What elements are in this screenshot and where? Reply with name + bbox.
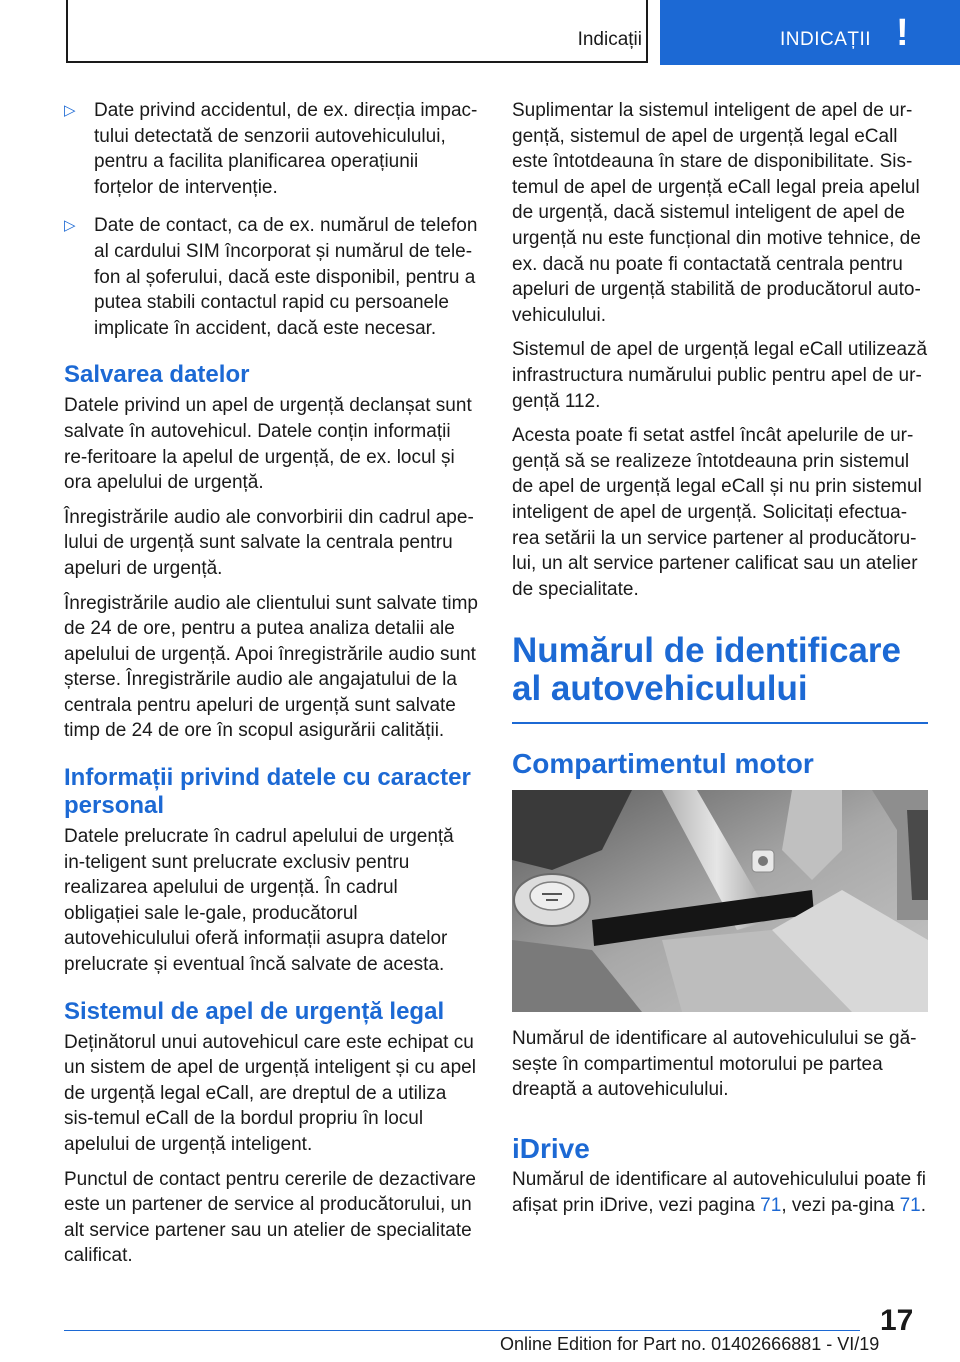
idrive-text: Numărul de identificare al autovehiculului poate fi afișat prin iDrive, vezi pagina — [512, 1169, 927, 1216]
footer-edition: Online Edition for Part no. 01402666881 - VI/19 — [500, 1334, 880, 1354]
paragraph: Punctul de contact pentru cererile de dezactivare este un partener de service al producătorului, un alt service partener sau un atelier de specialitate calificat. — [64, 1168, 476, 1267]
paragraph: Înregistrările audio ale convorbirii din cadrul ape-lului de urgență sunt salvate la centrala pentru apeluri de urgență. — [64, 506, 474, 579]
header-chapter-title: INDICAȚII — [780, 29, 872, 50]
triangle-bullet-icon: ▷ — [64, 102, 76, 119]
page-link[interactable]: 71 — [899, 1194, 921, 1216]
paragraph: Deținătorul unui autovehicul care este echipat cu un sistem de apel de urgență inteligent și cu apel de urgență legal eCall, are dreptul de a utiliza sis-temul eCall de la bordul propriu în locul apelului de urgență inteligent. — [64, 1031, 476, 1155]
idrive-text: , vezi pa-gina — [781, 1194, 900, 1216]
section-heading: Salvarea datelor — [64, 361, 250, 389]
footer-divider — [64, 1330, 860, 1331]
list-item — [64, 98, 478, 200]
paragraph: Sistemul de apel de urgență legal eCall utilizează infrastructura numărului public pentru apel de ur-gență 112. — [512, 339, 928, 412]
warning-icon: ! — [896, 12, 909, 54]
header-section-title: Indicații — [577, 29, 642, 50]
idrive-text: . — [920, 1194, 927, 1216]
list-item-text: Date privind accidentul, de ex. direcția impac-tului detectată de senzorii autovehiculului, pentru a facilita planificarea operațiunii forțelor de intervenție. — [94, 100, 478, 198]
paragraph: Datele prelucrate în cadrul apelului de urgență in-teligent sunt prelucrate exclusiv pentru realizarea apelului de urgență. În cadrul obligației sale le-gale, producătorul autovehiculului oferă informații asupra datelor prelucrate și eventual încă salvate de acesta. — [64, 826, 454, 976]
triangle-bullet-icon: ▷ — [64, 217, 76, 235]
paragraph: Datele privind un apel de urgență declanșat sunt salvate în autovehicul. Datele conțin informații re-feritoare la apelul de urgență, de ex. locul și ora apelului de urgență. — [64, 395, 472, 494]
page-number: 17 — [880, 1304, 914, 1337]
paragraph: Suplimentar la sistemul inteligent de apel de ur-gență, sistemul de apel de urgență legal eCall este întotdeauna în stare de disponibilitate. Sis-temul de apel de urgență eCall legal preia apelul de urgență, dacă sistemul inteligent de apel de urgență nu este funcțional din motive tehnice, de ex. dacă nu poate fi contactată centrala pentru apeluri de urgență stabilită de producătorul auto-vehiculului. — [512, 100, 921, 326]
section-heading: Sistemul de apel de urgență legal — [64, 997, 445, 1025]
paragraph — [512, 1167, 928, 1218]
header-box — [66, 0, 648, 63]
chapter-heading: Numărul de identificare al autovehiculului — [512, 632, 928, 724]
section-heading: Informații privind datele cu caracter personal — [64, 764, 471, 820]
paragraph: Acesta poate fi setat astfel încât apelurile de ur-gență să se realizeze întotdeauna prin sistemul de apel de urgență legal eCall și nu prin sistemul inteligent de apel de urgență. Solicitați efectua-rea setării la un service partener al producătoru-lui, un alt service partener calificat sau un atelier de specialitate. — [512, 425, 922, 600]
list-item-text: Date de contact, ca de ex. numărul de telefon al cardului SIM încorporat și numărul de tele-fon al șoferului, dacă este disponibil, pentru a putea stabili contactul rapid cu persoanele implicate în accident, dacă este necesar. — [94, 215, 478, 339]
engine-compartment-illustration — [512, 790, 928, 1012]
section-heading: Compartimentul motor — [512, 748, 814, 780]
section-heading: iDrive — [512, 1133, 590, 1165]
list-item — [64, 213, 478, 341]
right-column — [512, 98, 928, 1227]
paragraph: Înregistrările audio ale clientului sunt salvate timp de 24 de ore, pentru a putea analiza detalii ale apelului de urgență. Apoi înregistrările audio sunt șterse. Înregistrările audio ale angajatului de la centrala pentru apeluri de urgență sunt salvate timp de 24 de ore în scopul asigurării calității. — [64, 592, 478, 742]
page-link[interactable]: 71 — [760, 1194, 782, 1216]
left-column — [64, 98, 478, 1278]
figure-caption: Numărul de identificare al autovehiculului se gă-sește în compartimentul motorului pe partea dreaptă a autovehiculului. — [512, 1028, 917, 1101]
engine-compartment-photo — [512, 790, 928, 1012]
